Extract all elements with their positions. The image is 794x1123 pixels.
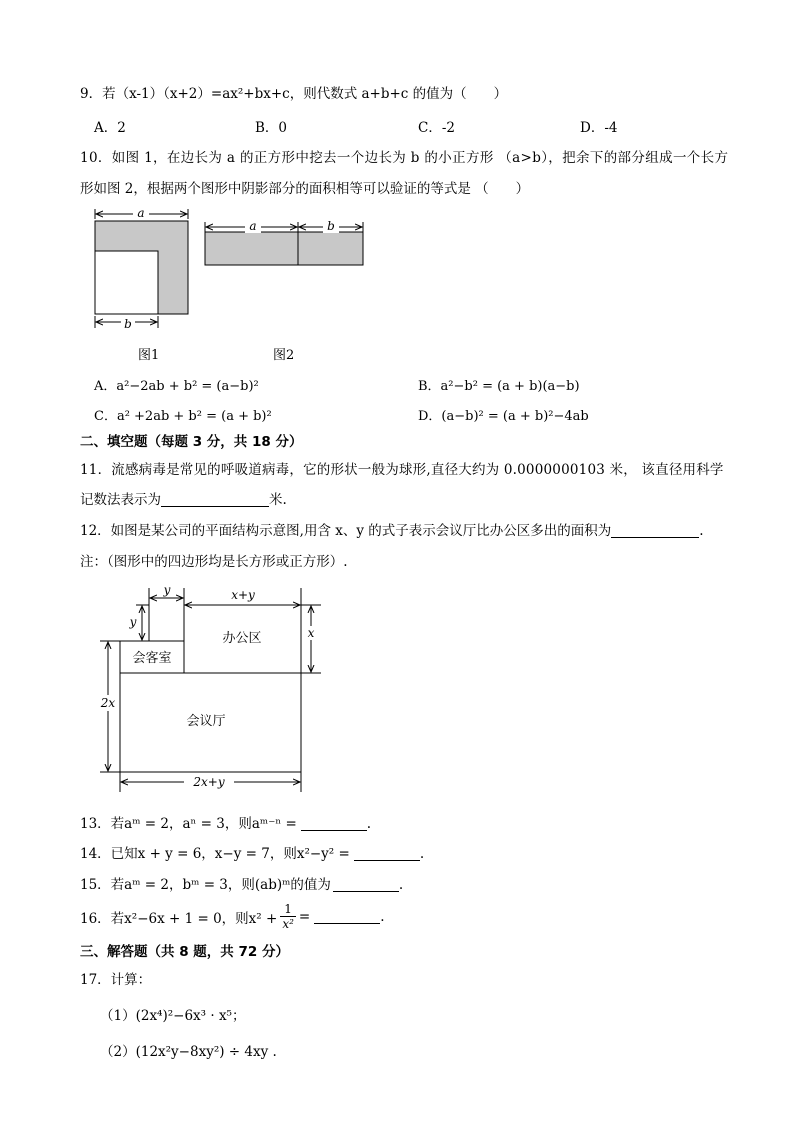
fig1-label-b: b (124, 317, 132, 331)
q11-line2-suffix: 米. (269, 492, 287, 508)
q16-answer-blank[interactable] (314, 909, 380, 924)
q10-option-a: A．a²−2ab + b² = (a−b)² (94, 379, 259, 394)
fig2-rectangle (205, 232, 363, 265)
q9-option-d: D．-4 (580, 120, 618, 136)
fig1-small-square (95, 251, 158, 314)
q15-answer-blank[interactable] (333, 877, 399, 892)
q11-answer-blank[interactable] (161, 492, 269, 507)
fig-label-left-y: y (129, 615, 137, 629)
q12-line1 (80, 519, 704, 539)
q10-option-d: D．(a−b)² = (a + b)²−4ab (418, 409, 589, 424)
q11-line1: 11．流感病毒是常见的呼吸道病毒，它的形状一般为球形,直径大约为 0.0000000103 米， 该直径用科学 (80, 462, 724, 478)
q11-line2-prefix: 记数法表示为 (80, 492, 161, 508)
q10-figure-2 (198, 216, 370, 270)
q17-title: 17．计算： (80, 972, 152, 988)
section-2-heading: 二、填空题（每题 3 分，共 18 分） (80, 434, 303, 450)
hall-label: 会议厅 (186, 714, 226, 729)
q10-option-b: B．a²−b² = (a + b)(a−b) (418, 379, 580, 394)
q14-end: . (419, 846, 425, 862)
q16-prefix: 16．若x²−6x + 1 = 0，则x² + (80, 910, 278, 927)
q13-answer-blank[interactable] (301, 816, 367, 831)
q12-line1-text: 12．如图是某公司的平面结构示意图,用含 x、y 的式子表示会议厅比办公区多出的面积为 (80, 523, 612, 539)
q16-fraction (280, 902, 296, 931)
q13-end: . (366, 816, 372, 832)
q16-fraction-denominator: x² (282, 917, 294, 931)
fig1-label-a: a (137, 206, 145, 220)
q13 (80, 812, 371, 832)
q11-line2 (80, 488, 287, 508)
q16-end: . (380, 908, 385, 925)
q14 (80, 842, 424, 862)
q9-option-a: A．2 (94, 120, 126, 136)
q12-floor-plan (96, 580, 326, 795)
q15-text: 15．若aᵐ = 2，bᵐ = 3，则(ab)ᵐ的值为 (80, 877, 331, 893)
q12-note: 注：（图形中的四边形均是长方形或正方形）. (80, 554, 348, 570)
q16 (80, 902, 385, 931)
q16-equals: = (298, 908, 311, 925)
q10-option-c: C．a² +2ab + b² = (a + b)² (94, 409, 272, 424)
q9-stem: 9．若（x-1）（x+2）=ax²+bx+c，则代数式 a+b+c 的值为（ ） (80, 86, 508, 102)
reception-label: 会客室 (132, 651, 172, 666)
fig-label-top-y: y (163, 583, 171, 597)
office-label: 办公区 (222, 631, 262, 646)
fig-label-left-2x: 2x (100, 696, 116, 710)
q16-fraction-numerator: 1 (284, 902, 292, 916)
q10-figure-1 (88, 204, 198, 334)
q10-stem-line2: 形如图 2，根据两个图形中阴影部分的面积相等可以验证的等式是 （ ） (80, 181, 530, 197)
fig-label-right-x: x (307, 626, 315, 640)
q14-answer-blank[interactable] (354, 846, 420, 861)
section-3-heading: 三、解答题（共 8 题，共 72 分） (80, 944, 289, 960)
q13-text: 13．若aᵐ = 2，aⁿ = 3，则aᵐ⁻ⁿ = (80, 816, 297, 832)
q17-part1: （1）(2x⁴)²−6x³ · x⁵； (100, 1008, 246, 1024)
q10-stem-line1: 10．如图 1，在边长为 a 的正方形中挖去一个边长为 b 的小正方形 （a>b），把余下的部分组成一个长方 (80, 150, 729, 166)
q9-option-c: C．-2 (418, 120, 455, 136)
fig-label-bottom: 2x+y (193, 775, 225, 789)
fig1-caption: 图1 (138, 348, 160, 363)
q17-part2: （2）(12x²y−8xy²) ÷ 4xy . (100, 1044, 277, 1060)
q9-option-b: B．0 (255, 120, 288, 136)
q14-text: 14．已知x + y = 6，x−y = 7，则x²−y² = (80, 846, 350, 862)
q15-end: . (398, 877, 404, 893)
fig2-label-a: a (249, 219, 257, 233)
fig2-label-b: b (327, 219, 335, 233)
q15 (80, 873, 403, 893)
fig-label-top-xy: x+y (231, 588, 255, 602)
fig2-caption: 图2 (273, 348, 295, 363)
q12-answer-blank[interactable] (611, 523, 699, 538)
q12-line1-end: . (699, 523, 704, 539)
